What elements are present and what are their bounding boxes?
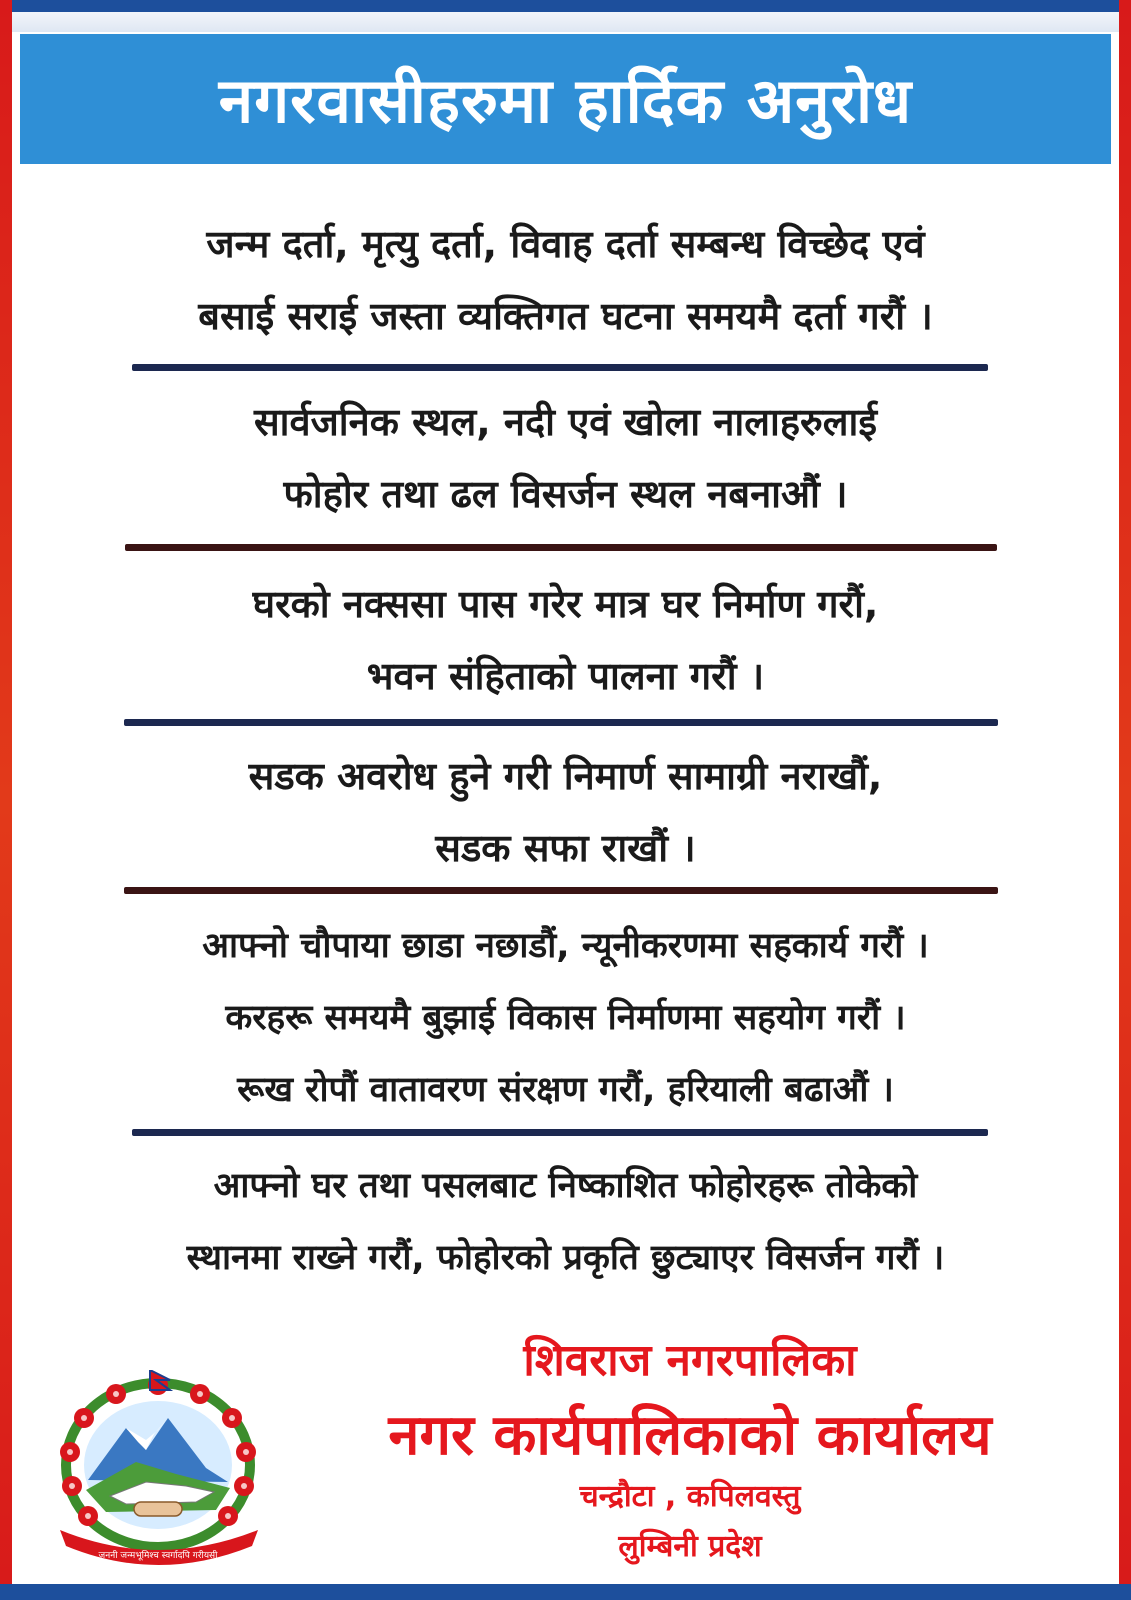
notice-line: स्थानमा राख्ने गरौं, फोहोरको प्रकृति छुट्याएर विसर्जन गरौं । xyxy=(186,1238,945,1278)
province-name: लुम्बिनी प्रदेश xyxy=(618,1529,762,1564)
notice-civic-duties xyxy=(40,910,1091,1126)
section-divider xyxy=(124,887,998,894)
section-divider xyxy=(132,1129,988,1136)
frame-bottom-border xyxy=(0,1584,1131,1600)
notice-line: रूख रोपौं वातावरण संरक्षण गरौं, हरियाली बढाऔं । xyxy=(237,1070,894,1110)
frame-top-border xyxy=(0,0,1131,12)
notice-building-map xyxy=(40,568,1091,712)
notice-line: आफ्नो चौपाया छाडा नछाडौं, न्यूनीकरणमा सहकार्य गरौं । xyxy=(202,926,929,966)
top-light-strip xyxy=(12,12,1119,32)
notice-line: आफ्नो घर तथा पसलबाट निष्काशित फोहोरहरू तोकेको xyxy=(213,1166,918,1206)
frame-right-border xyxy=(1119,0,1131,1600)
section-divider xyxy=(125,544,997,551)
office-name: नगर कार्यपालिकाको कार्यालय xyxy=(388,1403,992,1468)
notice-line: सार्वजनिक स्थल, नदी एवं खोला नालाहरुलाई xyxy=(253,400,878,444)
frame-left-border xyxy=(0,0,12,1600)
section-divider xyxy=(124,719,998,726)
municipality-name: शिवराज नगरपालिका xyxy=(523,1335,857,1386)
section-divider xyxy=(132,364,988,371)
notice-line: भवन संहिताको पालना गरौं । xyxy=(366,654,765,698)
office-address: चन्द्रौटा , कपिलवस्तु xyxy=(579,1479,801,1514)
notice-line: फोहोर तथा ढल विसर्जन स्थल नबनाऔं । xyxy=(283,472,848,516)
svg-text:जननी जन्मभूमिश्च स्वर्गादपि गर: जननी जन्मभूमिश्च स्वर्गादपि गरीयसी xyxy=(98,1551,218,1561)
notice-registration xyxy=(40,208,1091,352)
header-banner xyxy=(20,34,1111,164)
notice-line: सडक सफा राखौं । xyxy=(435,826,696,870)
notice-road-obstruction xyxy=(40,740,1091,884)
page-title: नगरवासीहरुमा हार्दिक अनुरोध xyxy=(218,64,913,137)
notice-waste-disposal xyxy=(40,1150,1091,1294)
notice-line: बसाई सराई जस्ता व्यक्तिगत घटना समयमै दर्ता गरौं । xyxy=(198,294,933,338)
notice-line: जन्म दर्ता, मृत्यु दर्ता, विवाह दर्ता सम्बन्ध विच्छेद एवं xyxy=(206,222,925,266)
notice-line: सडक अवरोध हुने गरी निमार्ण सामाग्री नराखौं, xyxy=(248,754,883,798)
notice-line: करहरू समयमै बुझाई विकास निर्माणमा सहयोग गरौं । xyxy=(225,998,906,1038)
notice-public-places xyxy=(40,386,1091,530)
notice-line: घरको नक्ससा पास गरेर मात्र घर निर्माण गरौं, xyxy=(252,582,879,626)
nepal-government-emblem-icon xyxy=(46,1370,274,1570)
